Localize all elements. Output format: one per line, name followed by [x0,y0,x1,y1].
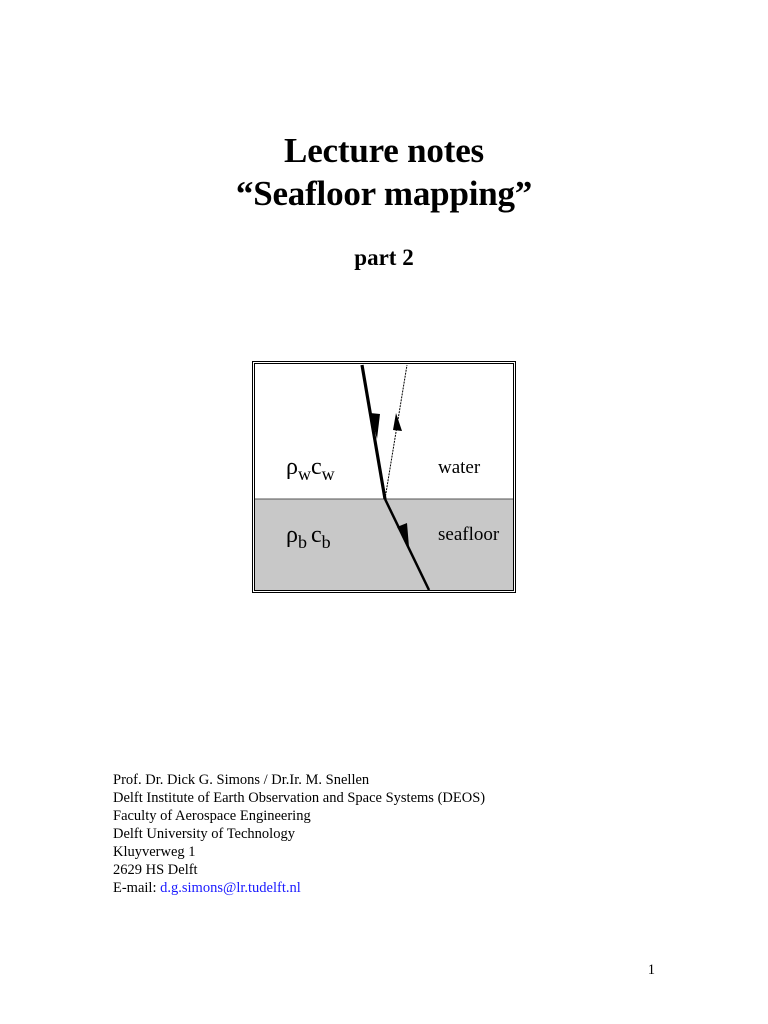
refraction-diagram [252,361,516,593]
title-line-2: “Seafloor mapping” [235,174,533,213]
seafloor-rho-symbol: $\rho_b$ $c_b$ [286,522,331,552]
author-email-line [113,879,485,897]
author-faculty: Faculty of Aerospace Engineering [113,808,311,824]
author-university: Delft University of Technology [113,826,295,842]
water-rho-symbol: $\rho_wc_w$ [286,454,335,484]
subtitle: part 2 [354,245,414,270]
water-label: water [438,457,481,478]
title-line-1: Lecture notes [284,131,484,170]
email-link[interactable]: d.g.simons@lr.tudelft.nl [160,880,301,896]
author-block [113,771,485,897]
author-institute: Delft Institute of Earth Observation and Space Systems (DEOS) [113,790,486,806]
page-number: 1 [647,962,655,978]
author-names: Prof. Dr. Dick G. Simons / Dr.Ir. M. Snellen [113,772,370,788]
author-street: Kluyverweg 1 [113,844,196,860]
seafloor-label: seafloor [438,524,500,545]
email-label: E-mail: [113,880,157,896]
author-city: 2629 HS Delft [113,862,198,878]
